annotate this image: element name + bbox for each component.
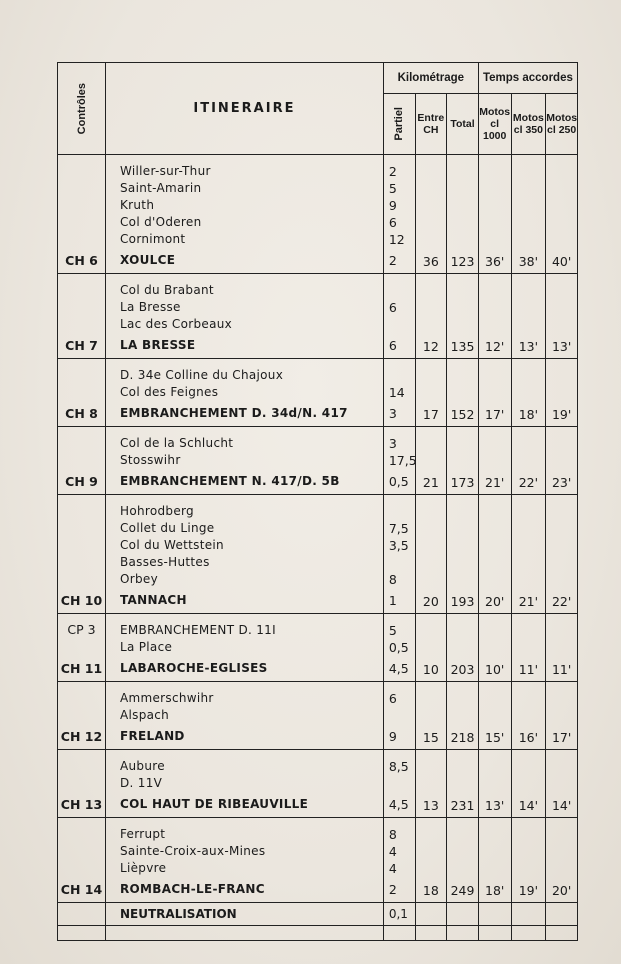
- total-value: 152: [447, 359, 479, 427]
- header-partiel: [383, 94, 415, 155]
- place-name: Saint-Amarin: [120, 181, 202, 195]
- control-cell: [58, 750, 106, 818]
- partiel-final-value: 0,5: [388, 474, 409, 489]
- time-350-value: 13': [511, 274, 546, 359]
- partiel-value: 0,5: [388, 640, 409, 655]
- time-1000-value: 12': [478, 274, 511, 359]
- time-350-value: 11': [511, 614, 546, 682]
- control-label: CH 8: [65, 406, 98, 421]
- places-cell: [106, 750, 384, 818]
- partiel-blank: [389, 554, 415, 571]
- empty-cell: [415, 926, 447, 941]
- entre-ch-value: 12: [415, 274, 447, 359]
- time-350-value: 18': [511, 359, 546, 427]
- partiel-cell: [383, 427, 415, 495]
- place-name: Lièpvre: [120, 861, 167, 875]
- empty-cell: [58, 926, 106, 941]
- control-cell: [58, 427, 106, 495]
- header-total: Total: [447, 94, 479, 155]
- control-label: CH 13: [60, 797, 103, 812]
- control-cell: [58, 359, 106, 427]
- partiel-value: 4: [388, 844, 397, 859]
- time-250-value: 23': [546, 427, 578, 495]
- empty-cell: [511, 903, 546, 926]
- place-name: Col de la Schlucht: [120, 436, 234, 450]
- partiel-cell: [383, 359, 415, 427]
- partiel-value: 5: [388, 181, 397, 196]
- partiel-blank: [389, 775, 415, 792]
- total-value: 193: [447, 495, 479, 614]
- table-row: [58, 495, 578, 614]
- control-cell: [58, 274, 106, 359]
- place-name: Sainte-Croix-aux-Mines: [120, 844, 266, 858]
- time-250-value: 14': [546, 750, 578, 818]
- entre-ch-value: 18: [415, 818, 447, 903]
- partiel-value: 14: [388, 385, 405, 400]
- partiel-final-value: 9: [388, 729, 397, 744]
- control-label: CH 10: [60, 593, 103, 608]
- header-moto-250: Motos cl 250: [546, 94, 578, 155]
- partiel-cell: [383, 274, 415, 359]
- places-cell: [106, 682, 384, 750]
- table-row: [58, 818, 578, 903]
- partiel-blank: [389, 503, 415, 520]
- empty-cell: [478, 926, 511, 941]
- place-name: Hohrodberg: [120, 504, 194, 518]
- table-row: [58, 614, 578, 682]
- empty-cell: [415, 903, 447, 926]
- control-place-name: EMBRANCHEMENT D. 34d/N. 417: [120, 406, 348, 420]
- total-value: 173: [447, 427, 479, 495]
- neutralisation-partiel: 0,1: [383, 903, 415, 926]
- time-1000-value: 20': [478, 495, 511, 614]
- time-250-value: 20': [546, 818, 578, 903]
- place-name: Stosswihr: [120, 453, 181, 467]
- partiel-value: 8,5: [388, 759, 409, 774]
- place-name: D. 34e Colline du Chajoux: [120, 368, 284, 382]
- place-name: Col du Wettstein: [120, 538, 224, 552]
- table-row: [58, 750, 578, 818]
- partiel-blank: [389, 316, 415, 333]
- time-350-value: 38': [511, 155, 546, 274]
- partiel-value: 8: [388, 572, 397, 587]
- partiel-final-value: 6: [388, 338, 397, 353]
- control-cell-empty: [58, 903, 106, 926]
- partiel-value: 9: [388, 198, 397, 213]
- empty-cell: [447, 903, 479, 926]
- partiel-blank: [389, 282, 415, 299]
- control-cell: [58, 682, 106, 750]
- control-cell: [58, 155, 106, 274]
- table-row: [58, 274, 578, 359]
- time-1000-value: 13': [478, 750, 511, 818]
- header-controles-label: Contrôles: [75, 82, 88, 135]
- time-1000-value: 17': [478, 359, 511, 427]
- partiel-value: 17,5: [388, 453, 417, 468]
- partiel-final-value: 1: [388, 593, 397, 608]
- places-cell: [106, 818, 384, 903]
- control-place-name: EMBRANCHEMENT N. 417/D. 5B: [120, 474, 340, 488]
- time-1000-value: 18': [478, 818, 511, 903]
- place-name: Ferrupt: [120, 827, 166, 841]
- control-cell: [58, 818, 106, 903]
- empty-cell: [383, 926, 415, 941]
- partiel-cell: [383, 750, 415, 818]
- control-place-name: LABAROCHE-EGLISES: [120, 661, 268, 675]
- header-temps: Temps accordes: [478, 63, 577, 94]
- time-1000-value: 21': [478, 427, 511, 495]
- control-top-label: CP 3: [67, 622, 96, 637]
- partiel-final-value: 4,5: [388, 797, 409, 812]
- place-name: Aubure: [120, 759, 165, 773]
- place-name: Alspach: [120, 708, 170, 722]
- partiel-value: 2: [388, 164, 397, 179]
- empty-cell: [447, 926, 479, 941]
- header-itineraire: ITINERAIRE: [106, 63, 384, 155]
- entre-ch-value: 13: [415, 750, 447, 818]
- partiel-final-value: 4,5: [388, 661, 409, 676]
- partiel-value: 6: [388, 691, 397, 706]
- header-kilometrage: Kilométrage: [383, 63, 478, 94]
- time-1000-value: 36': [478, 155, 511, 274]
- place-name: Orbey: [120, 572, 158, 586]
- entre-ch-value: 15: [415, 682, 447, 750]
- header-partiel-label: Partiel: [393, 107, 406, 141]
- places-cell: [106, 495, 384, 614]
- header-moto-350: Motos cl 350: [511, 94, 546, 155]
- partiel-value: 12: [388, 232, 405, 247]
- entre-ch-value: 17: [415, 359, 447, 427]
- table-row: [58, 682, 578, 750]
- empty-cell: [546, 926, 578, 941]
- place-name: La Bresse: [120, 300, 181, 314]
- partiel-value: 5: [388, 623, 397, 638]
- partiel-value: 3: [388, 436, 397, 451]
- control-place-name: COL HAUT DE RIBEAUVILLE: [120, 797, 309, 811]
- time-250-value: 13': [546, 274, 578, 359]
- entre-ch-value: 21: [415, 427, 447, 495]
- table-row: [58, 427, 578, 495]
- partiel-blank: [389, 367, 415, 384]
- place-name: La Place: [120, 640, 173, 654]
- place-name: Cornimont: [120, 232, 186, 246]
- control-label: CH 11: [60, 661, 103, 676]
- time-350-value: 19': [511, 818, 546, 903]
- total-value: 249: [447, 818, 479, 903]
- table-row: [58, 359, 578, 427]
- partiel-cell: [383, 495, 415, 614]
- empty-cell: [511, 926, 546, 941]
- control-cell: [58, 614, 106, 682]
- empty-cell: [478, 903, 511, 926]
- control-label: CH 12: [60, 729, 103, 744]
- header-controles: [58, 63, 106, 155]
- partiel-value: 7,5: [388, 521, 409, 536]
- neutralisation-row: [58, 903, 578, 926]
- neutralisation-label: NEUTRALISATION: [106, 903, 384, 926]
- partiel-cell: [383, 614, 415, 682]
- entre-ch-value: 36: [415, 155, 447, 274]
- total-value: 218: [447, 682, 479, 750]
- itinerary-table: [57, 62, 578, 941]
- place-name: Lac des Corbeaux: [120, 317, 233, 331]
- time-350-value: 21': [511, 495, 546, 614]
- control-label: CH 7: [65, 338, 98, 353]
- partiel-blank: [389, 707, 415, 724]
- partiel-cell: [383, 155, 415, 274]
- time-1000-value: 10': [478, 614, 511, 682]
- partiel-final-value: 3: [388, 406, 397, 421]
- total-value: 203: [447, 614, 479, 682]
- continuation-row: [58, 926, 578, 941]
- control-place-name: LA BRESSE: [120, 338, 196, 352]
- control-place-name: ROMBACH-LE-FRANC: [120, 882, 265, 896]
- place-name: Willer-sur-Thur: [120, 164, 211, 178]
- partiel-value: 6: [388, 300, 397, 315]
- place-name: Col des Feignes: [120, 385, 219, 399]
- total-value: 123: [447, 155, 479, 274]
- time-1000-value: 15': [478, 682, 511, 750]
- places-cell: [106, 614, 384, 682]
- empty-cell: [106, 926, 384, 941]
- places-cell: [106, 155, 384, 274]
- table-row: [58, 155, 578, 274]
- places-cell: [106, 359, 384, 427]
- time-350-value: 16': [511, 682, 546, 750]
- place-name: Ammerschwihr: [120, 691, 214, 705]
- control-cell: [58, 495, 106, 614]
- control-label: CH 6: [65, 253, 98, 268]
- time-250-value: 11': [546, 614, 578, 682]
- partiel-cell: [383, 682, 415, 750]
- entre-ch-value: 20: [415, 495, 447, 614]
- partiel-value: 6: [388, 215, 397, 230]
- place-name: EMBRANCHEMENT D. 11I: [120, 623, 276, 637]
- header-moto-1000: Motos cl 1000: [478, 94, 511, 155]
- time-250-value: 19': [546, 359, 578, 427]
- control-label: CH 9: [65, 474, 98, 489]
- place-name: Col d'Oderen: [120, 215, 202, 229]
- place-name: Basses-Huttes: [120, 555, 210, 569]
- place-name: Col du Brabant: [120, 283, 214, 297]
- partiel-cell: [383, 818, 415, 903]
- total-value: 135: [447, 274, 479, 359]
- partiel-value: 3,5: [388, 538, 409, 553]
- total-value: 231: [447, 750, 479, 818]
- time-350-value: 14': [511, 750, 546, 818]
- places-cell: [106, 427, 384, 495]
- time-350-value: 22': [511, 427, 546, 495]
- places-cell: [106, 274, 384, 359]
- time-250-value: 22': [546, 495, 578, 614]
- place-name: D. 11V: [120, 776, 163, 790]
- itinerary-rows: [58, 155, 578, 941]
- time-250-value: 17': [546, 682, 578, 750]
- control-place-name: XOULCE: [120, 253, 176, 267]
- partiel-final-value: 2: [388, 253, 397, 268]
- partiel-value: 8: [388, 827, 397, 842]
- place-name: Collet du Linge: [120, 521, 215, 535]
- partiel-value: 4: [388, 861, 397, 876]
- control-place-name: FRELAND: [120, 729, 185, 743]
- header-entre-ch: Entre CH: [415, 94, 447, 155]
- control-place-name: TANNACH: [120, 593, 187, 607]
- entre-ch-value: 10: [415, 614, 447, 682]
- time-250-value: 40': [546, 155, 578, 274]
- partiel-final-value: 2: [388, 882, 397, 897]
- control-label: CH 14: [60, 882, 103, 897]
- place-name: Kruth: [120, 198, 155, 212]
- empty-cell: [546, 903, 578, 926]
